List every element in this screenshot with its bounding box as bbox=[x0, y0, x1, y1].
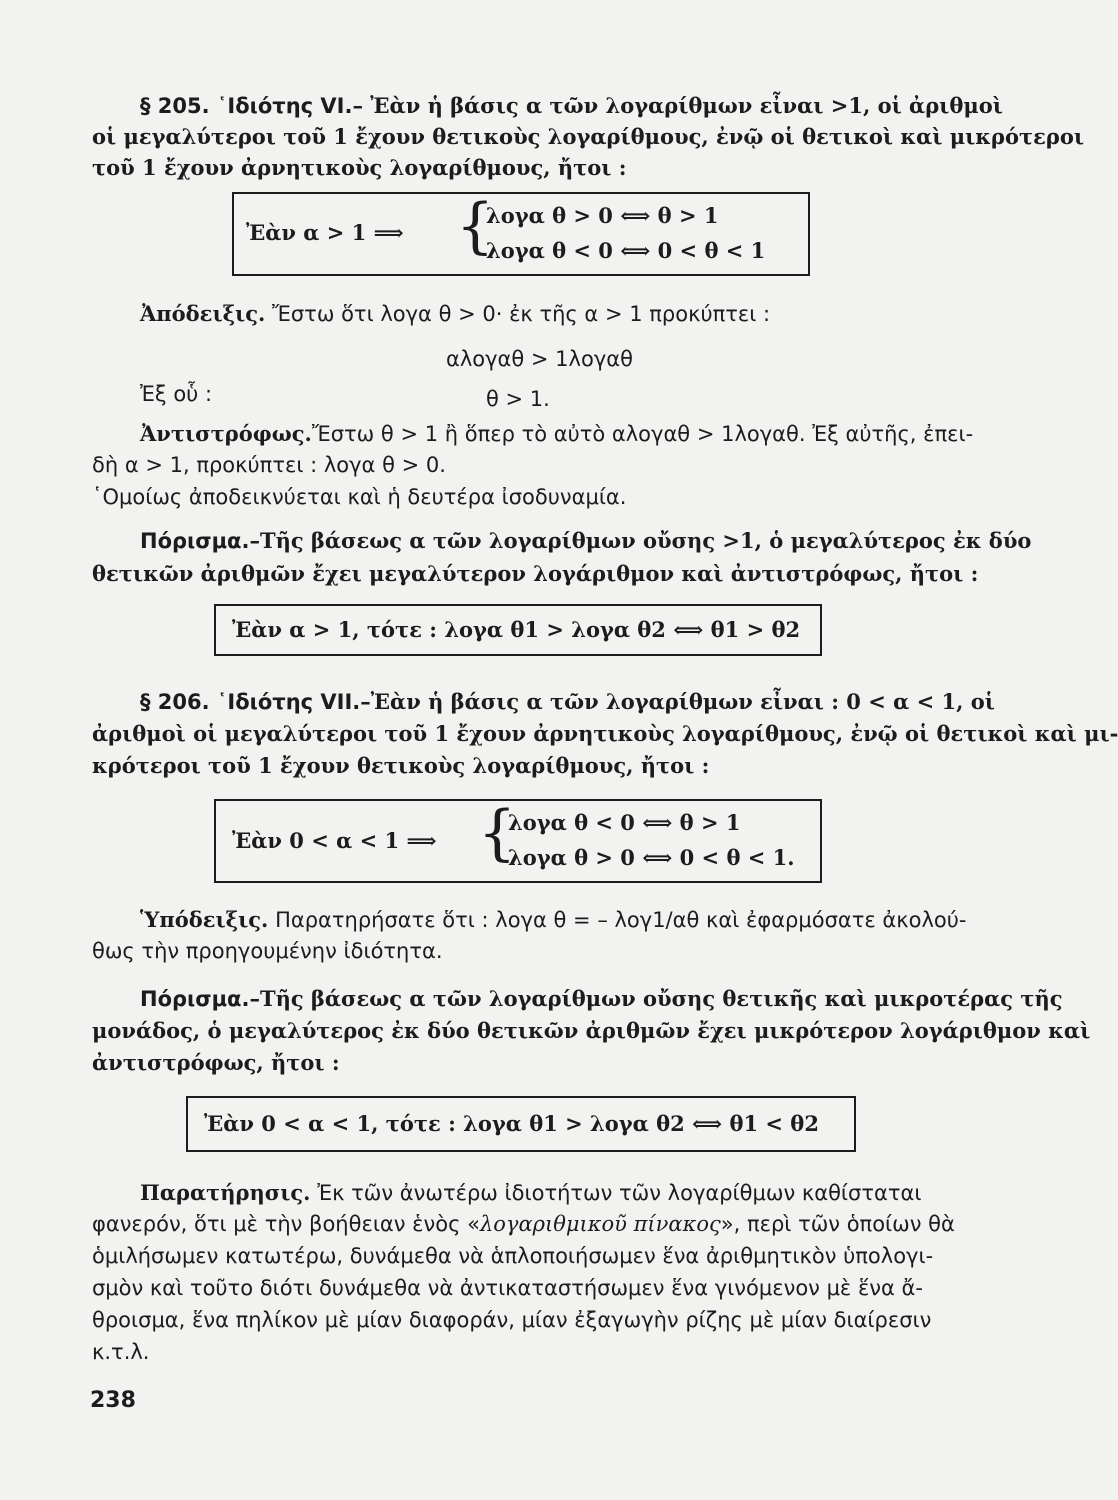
remark-line-3: ὁμιλήσωμεν κατωτέρω, δυνάμεθα νὰ ἁπλοποιήσωμεν ἕνα ἀριθμητικὸν ὑπολογι- bbox=[92, 1244, 934, 1268]
remark-line-6: κ.τ.λ. bbox=[92, 1340, 150, 1364]
section-206-line-1: § 206. ῾Ιδιότης VII.–Ἐὰν ἡ βάσις α τῶν λογαρίθμων εἶναι : 0 < α < 1, οἱ bbox=[140, 689, 995, 714]
property-vii-row-2: λογα θ > 0 ⟺ 0 < θ < 1. bbox=[508, 845, 795, 870]
property-vi-row-2: λογα θ < 0 ⟺ 0 < θ < 1 bbox=[486, 238, 766, 263]
property-vii-condition: Ἐὰν 0 < α < 1 ⟹ bbox=[232, 828, 437, 853]
left-brace: { bbox=[456, 191, 495, 261]
remark-line-2: φανερόν, ὅτι μὲ τὴν βοήθειαν ἑνὸς «λογαριθμικοῦ πίνακος», περὶ τῶν ὁποίων θὰ bbox=[92, 1212, 955, 1236]
property-vii-row-1: λογα θ < 0 ⟺ θ > 1 bbox=[508, 810, 741, 835]
corollary-2-formula: Ἐὰν 0 < α < 1, τότε : λογα θ1 > λογα θ2 ⟺ θ1 < θ2 bbox=[204, 1111, 819, 1136]
corollary-2-label: Πόρισμα. bbox=[140, 987, 250, 1011]
property-vi-condition: Ἐὰν α > 1 ⟹ bbox=[246, 220, 404, 245]
section-205-line-2: οἱ μεγαλύτεροι τοῦ 1 ἔχουν θετικοὺς λογαρίθμους, ἐνῷ οἱ θετικοὶ καὶ μικρότεροι bbox=[92, 124, 1085, 149]
page-number: 238 bbox=[90, 1388, 136, 1413]
corollary-1-line-1: Πόρισμα.–Τῆς βάσεως α τῶν λογαρίθμων οὔσης >1, ὁ μεγαλύτερος ἐκ δύο bbox=[140, 528, 1032, 553]
remark-line-5: θροισμα, ἕνα πηλίκον μὲ μίαν διαφοράν, μίαν ἐξαγωγὴν ρίζης μὲ μίαν διαίρεσιν bbox=[92, 1308, 932, 1332]
corollary-1-formula: Ἐὰν α > 1, τότε : λογα θ1 > λογα θ2 ⟺ θ1 > θ2 bbox=[232, 617, 801, 642]
converse-line: Ἀντιστρόφως.Ἔστω θ > 1 ἢ ὅπερ τὸ αὐτὸ αλογαθ > 1λογαθ. Ἐξ αὐτῆς, ἐπει- bbox=[140, 421, 974, 446]
corollary-2-line-1: Πόρισμα.–Τῆς βάσεως α τῶν λογαρίθμων οὔσης θετικῆς καὶ μικροτέρας τῆς bbox=[140, 986, 1063, 1011]
hint-line: Ὑπόδειξις. Παρατηρήσατε ὅτι : λογα θ = – λογ1/αθ καὶ ἐφαρμόσατε ἀκολού- bbox=[140, 907, 967, 932]
section-205-line-3: τοῦ 1 ἔχουν ἀρνητικοὺς λογαρίθμους, ἤτοι : bbox=[92, 155, 627, 180]
section-205-line-1: § 205. ῾Ιδιότης VI.– Ἐὰν ἡ βάσις α τῶν λογαρίθμων εἶναι >1, οἱ ἀριθμοὶ bbox=[140, 93, 1003, 118]
similarly-line: ῾Ομοίως ἀποδεικνύεται καὶ ἡ δευτέρα ἰσοδυναμία. bbox=[92, 485, 627, 509]
hint-line-2: θως τὴν προηγουμένην ἰδιότητα. bbox=[92, 939, 443, 963]
proof-formula: αλογαθ > 1λογαθ bbox=[446, 347, 633, 371]
corollary-2-line-3: ἀντιστρόφως, ἤτοι : bbox=[92, 1050, 340, 1075]
converse-line-2: δὴ α > 1, προκύπτει : λογα θ > 0. bbox=[92, 453, 446, 477]
corollary-1-label: Πόρισμα. bbox=[140, 529, 250, 553]
section-205-heading: § 205. ῾Ιδιότης VI. bbox=[140, 94, 353, 118]
remark-line-4: σμὸν καὶ τοῦτο διότι δυνάμεθα νὰ ἀντικαταστήσωμεν ἕνα γινόμενον μὲ ἕνα ἄ- bbox=[92, 1276, 923, 1300]
section-206-line-2: ἀριθμοὶ οἱ μεγαλύτεροι τοῦ 1 ἔχουν ἀρνητικοὺς λογαρίθμους, ἐνῷ οἱ θετικοὶ καὶ μι- bbox=[92, 721, 1118, 746]
proof-line: Ἀπόδειξις. Ἔστω ὅτι λογα θ > 0· ἐκ τῆς α > 1 προκύπτει : bbox=[140, 301, 771, 326]
remark-label: Παρατήρησις. bbox=[140, 1180, 311, 1205]
corollary-1-line-2: θετικῶν ἀριθμῶν ἔχει μεγαλύτερον λογάριθμον καὶ ἀντιστρόφως, ἤτοι : bbox=[92, 561, 979, 586]
section-206-heading: § 206. ῾Ιδιότης VII. bbox=[140, 690, 361, 714]
remark-line-1: Παρατήρησις. Ἐκ τῶν ἀνωτέρω ἰδιοτήτων τῶν λογαρίθμων καθίσταται bbox=[140, 1180, 922, 1205]
ex-ou-result: θ > 1. bbox=[486, 387, 550, 411]
section-206-line-3: κρότεροι τοῦ 1 ἔχουν θετικοὺς λογαρίθμους, ἤτοι : bbox=[92, 753, 710, 778]
ex-ou-label: Ἐξ οὗ : bbox=[140, 382, 213, 406]
property-vi-row-1: λογα θ > 0 ⟺ θ > 1 bbox=[486, 203, 719, 228]
proof-label: Ἀπόδειξις. bbox=[140, 301, 266, 326]
left-brace: { bbox=[478, 798, 517, 868]
converse-label: Ἀντιστρόφως. bbox=[140, 421, 312, 446]
hint-label: Ὑπόδειξις. bbox=[140, 907, 269, 932]
corollary-2-line-2: μονάδος, ὁ μεγαλύτερος ἐκ δύο θετικῶν ἀριθμῶν ἔχει μικρότερον λογάριθμον καὶ bbox=[92, 1018, 1091, 1043]
